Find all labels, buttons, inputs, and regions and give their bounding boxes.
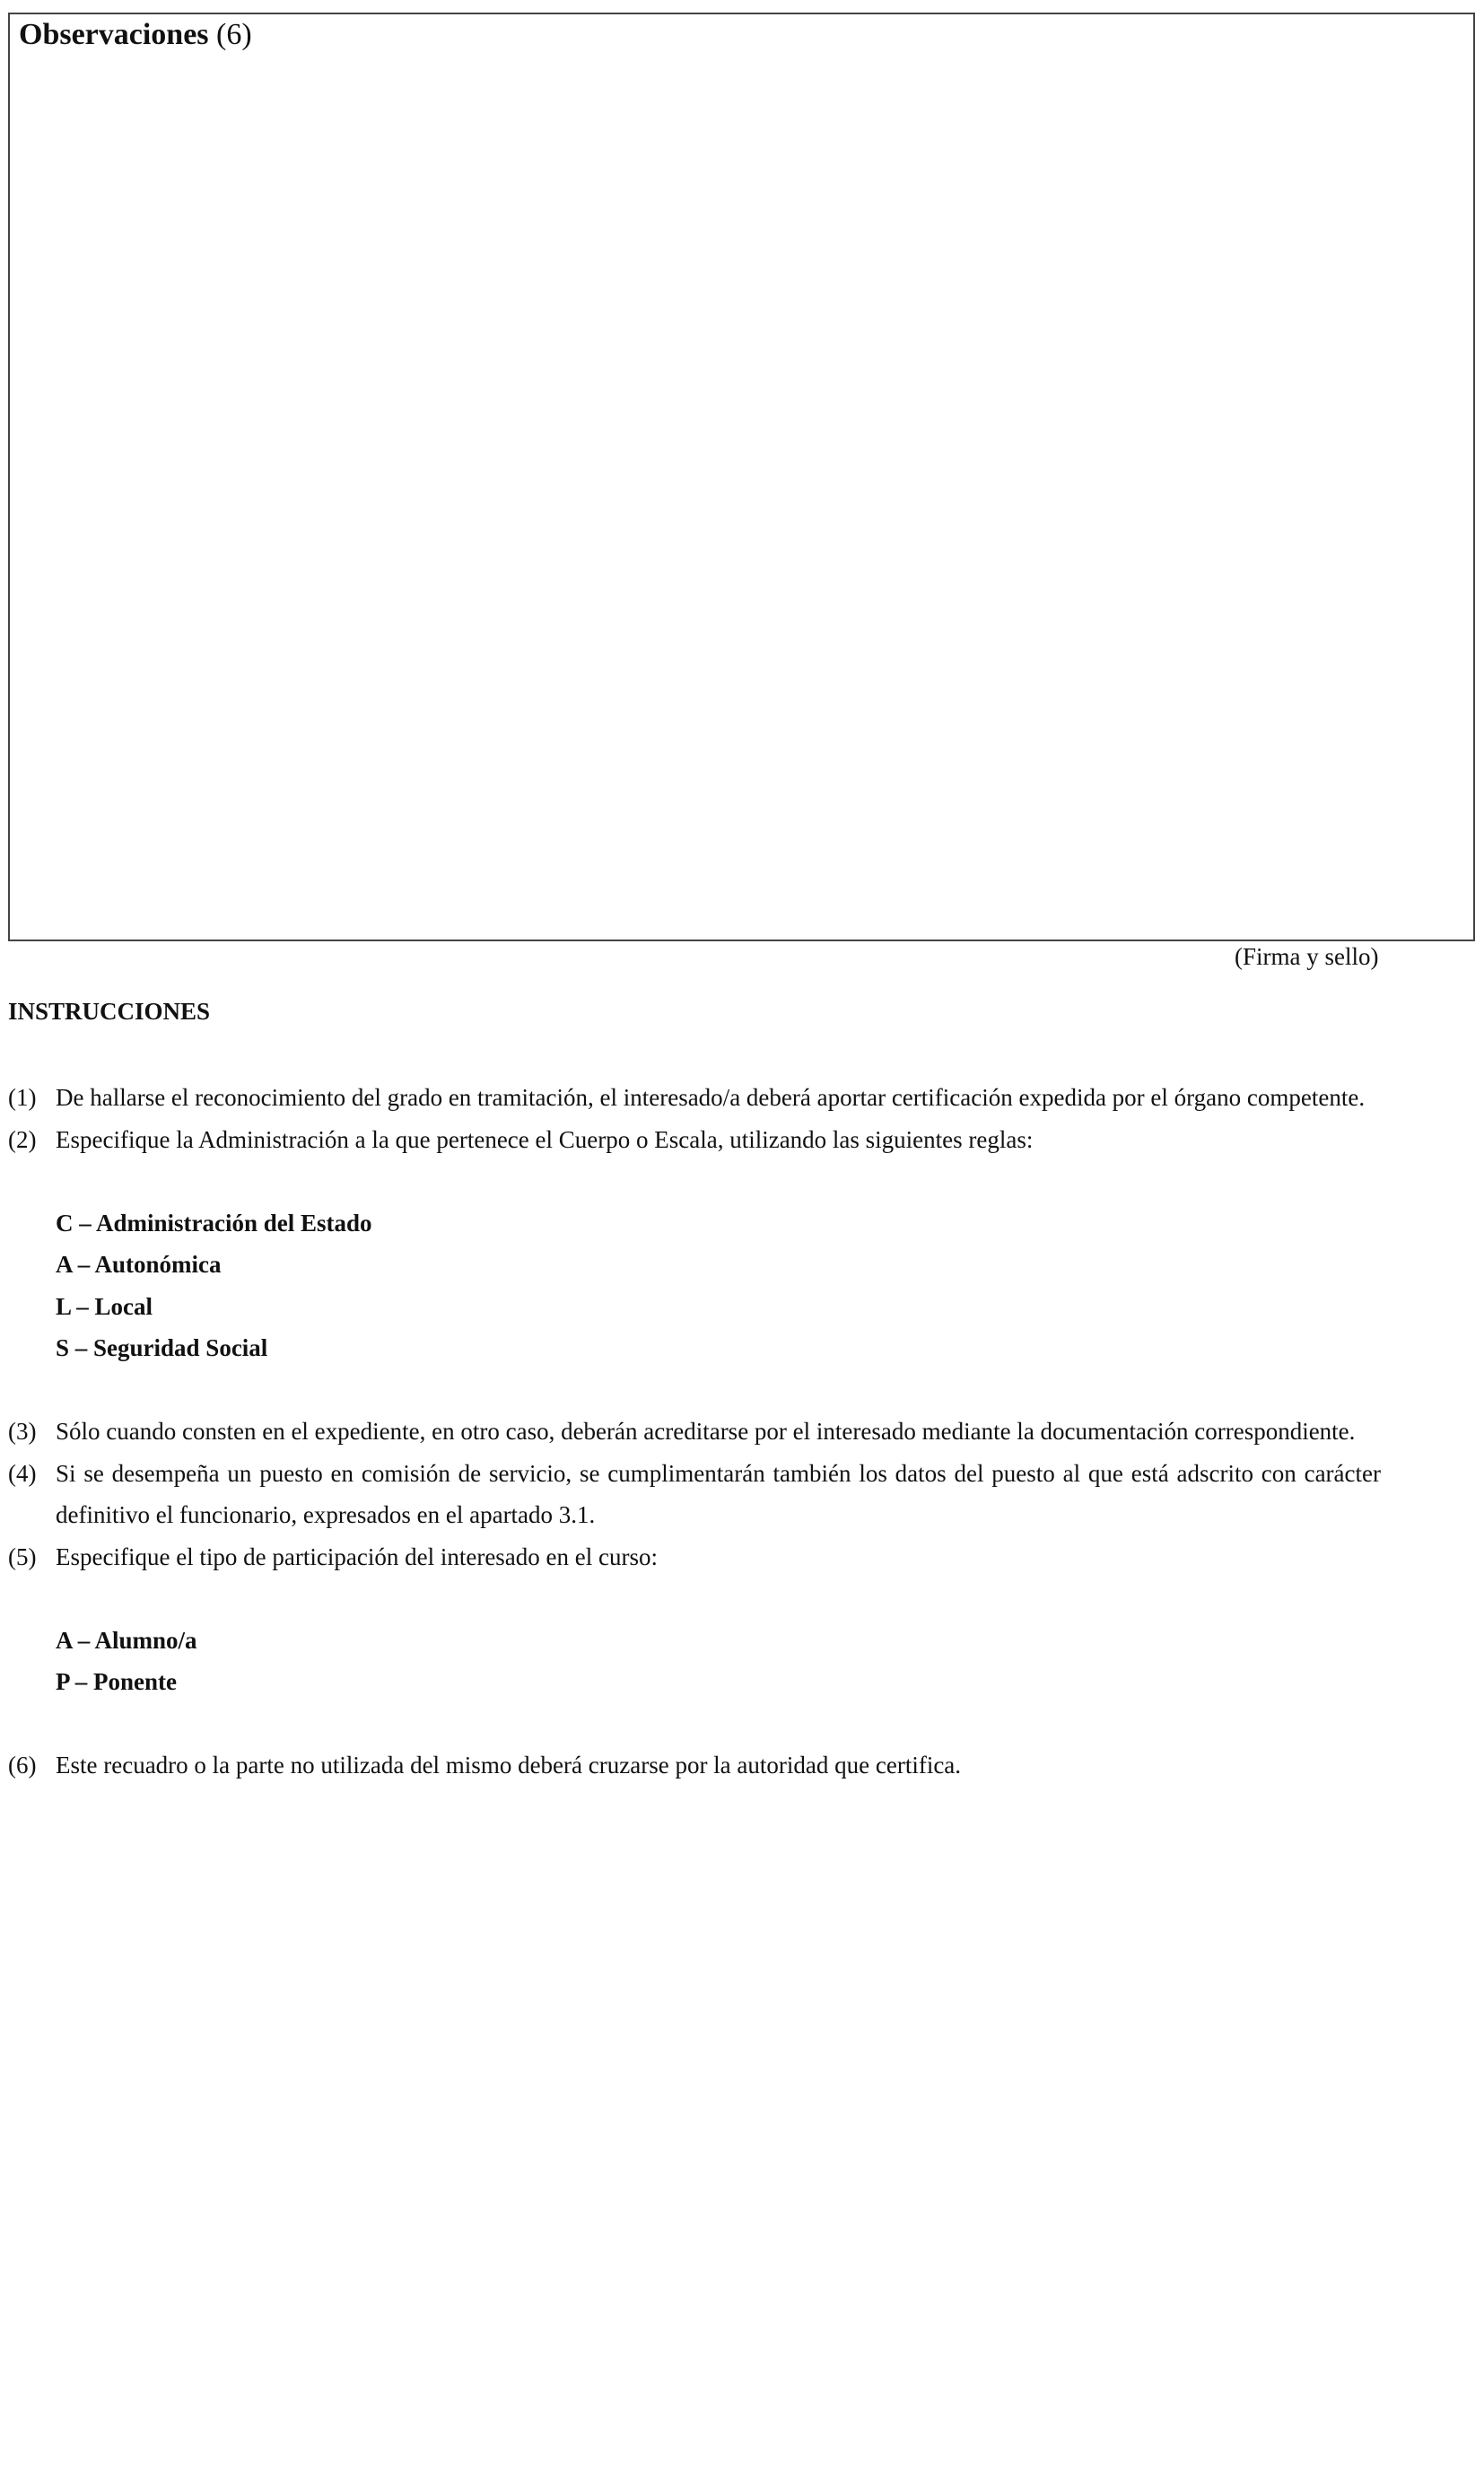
spacer <box>8 1369 1381 1412</box>
instrucciones-list <box>8 1077 1381 1787</box>
instrucciones-heading: INSTRUCCIONES <box>8 998 211 1025</box>
instruction-text: Especifique el tipo de participación del interesado en el curso: <box>56 1543 658 1570</box>
instruction-number: (1) <box>8 1084 37 1111</box>
instruction-text: Sólo cuando consten en el expediente, en otro caso, deberán acreditarse por el interesado mediante la documentación correspondiente. <box>56 1418 1356 1445</box>
observaciones-label: Observaciones <box>19 18 209 51</box>
instruction-item <box>8 1744 1381 1787</box>
admin-code: L – Local <box>56 1292 153 1320</box>
instruction-text: Especifique la Administración a la que pertenece el Cuerpo o Escala, utilizando las siguientes reglas: <box>56 1125 1034 1153</box>
participation-code: A – Alumno/a <box>56 1626 197 1654</box>
observaciones-box <box>8 13 1475 941</box>
instruction-item <box>8 1453 1381 1536</box>
instruction-text: De hallarse el reconocimiento del grado en tramitación, el interesado/a deberá aportar certificación expedida por el órgano competente. <box>56 1084 1366 1111</box>
admin-code: S – Seguridad Social <box>56 1334 268 1361</box>
spacer <box>8 1160 1381 1202</box>
instruction-text: Este recuadro o la parte no utilizada del mismo deberá cruzarse por la autoridad que certifica. <box>56 1752 962 1779</box>
admin-code: C – Administración del Estado <box>56 1209 372 1237</box>
instruction-number: (2) <box>8 1125 37 1153</box>
instruction-number: (6) <box>8 1752 37 1779</box>
instruction-item <box>8 1536 1381 1578</box>
spacer <box>8 1578 1381 1620</box>
instruction-number: (4) <box>8 1459 37 1487</box>
participation-code: P – Ponente <box>56 1668 177 1695</box>
instruction-number: (3) <box>8 1418 37 1445</box>
instruction-text: Si se desempeña un puesto en comisión de servicio, se cumplimentarán también los datos del puesto al que está adscrito con carácter definitivo el funcionario, expresados en el apartado 3.1. <box>56 1459 1381 1528</box>
observaciones-title <box>19 15 252 55</box>
instruction-item <box>8 1119 1381 1161</box>
admin-code: A – Autonómica <box>56 1251 222 1278</box>
spacer <box>8 1703 1381 1745</box>
firma-label: (Firma y sello) <box>1235 943 1379 970</box>
instruction-item <box>8 1411 1381 1453</box>
instruction-number: (5) <box>8 1543 37 1570</box>
observaciones-ref: (6) <box>216 18 252 51</box>
instruction-item <box>8 1077 1381 1119</box>
